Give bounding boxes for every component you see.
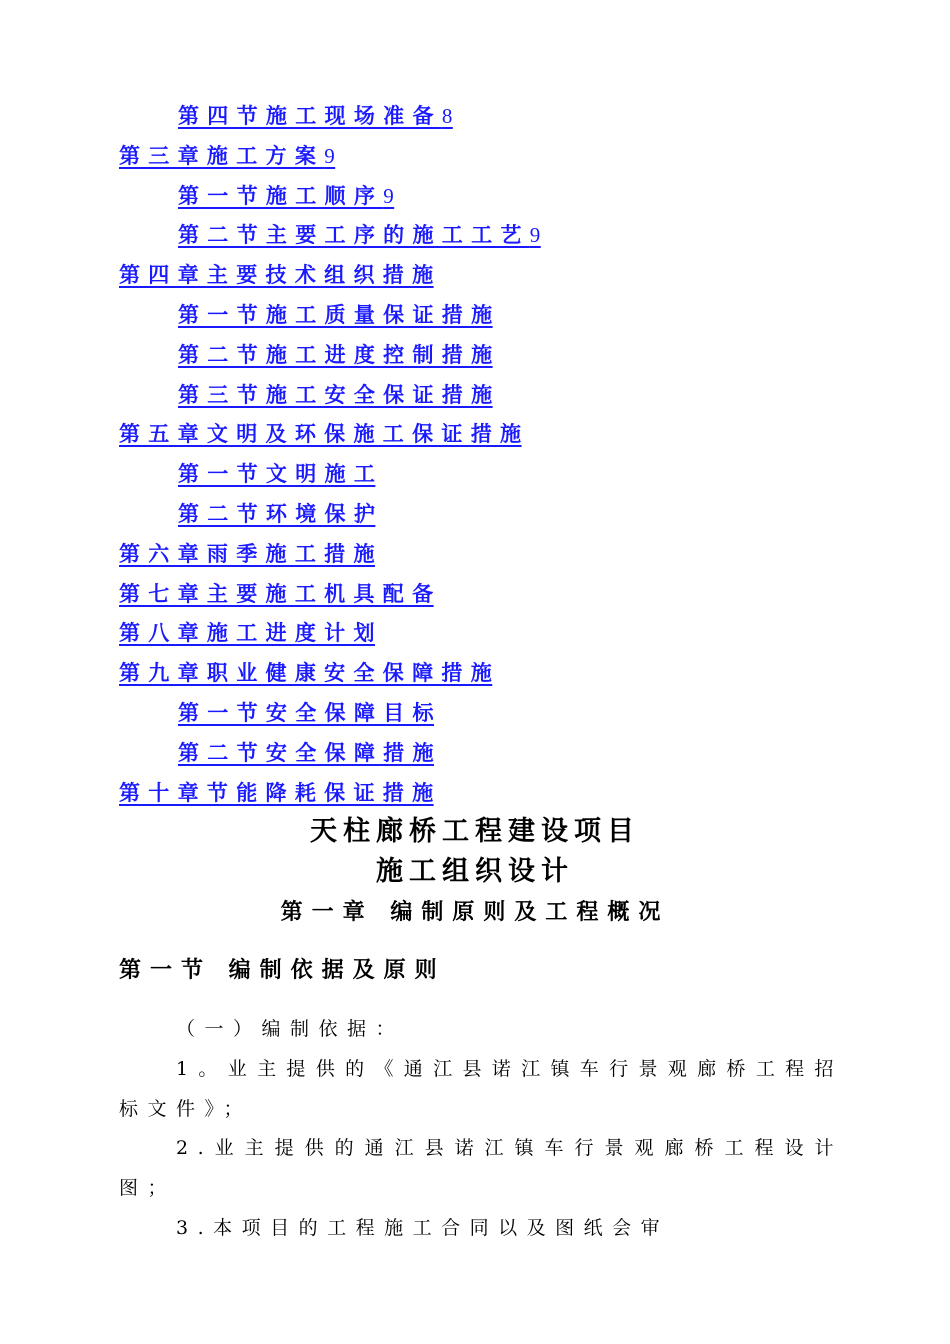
toc-entry-title: 第 四 节 施 工 现 场 准 备 <box>178 103 442 128</box>
toc-entry-title: 第 一 节 安 全 保 障 目 标 <box>178 699 434 725</box>
toc-link[interactable] <box>178 183 394 208</box>
toc-entry <box>0 653 950 693</box>
body-text <box>119 1010 843 1249</box>
toc-entry <box>0 295 950 335</box>
toc-entry <box>0 215 950 255</box>
table-of-contents <box>0 96 950 812</box>
toc-entry-title: 第 一 节 文 明 施 工 <box>178 461 376 487</box>
toc-entry <box>0 136 950 176</box>
toc-link[interactable] <box>119 421 522 446</box>
toc-link[interactable] <box>178 700 434 725</box>
toc-entry-title: 第 八 章 施 工 进 度 计 划 <box>119 620 375 646</box>
document-title-line-2: 施工组织设计 <box>376 856 574 887</box>
toc-entry-title: 第 二 节 施 工 进 度 控 制 措 施 <box>178 341 493 367</box>
toc-entry-title: 第 七 章 主 要 施 工 机 具 配 备 <box>119 580 434 606</box>
toc-link[interactable] <box>178 103 453 128</box>
toc-link[interactable] <box>178 461 375 486</box>
toc-entry-title: 第 九 章 职 业 健 康 安 全 保 障 措 施 <box>119 660 493 686</box>
toc-entry-title: 第 四 章 主 要 技 术 组 织 措 施 <box>119 262 434 288</box>
toc-entry <box>0 96 950 136</box>
toc-link[interactable] <box>178 342 493 367</box>
toc-entry-title: 第 十 章 节 能 降 耗 保 证 措 施 <box>119 779 434 805</box>
toc-entry-title: 第 二 节 主 要 工 序 的 施 工 工 艺 <box>178 222 530 248</box>
toc-entry <box>0 176 950 216</box>
toc-entry-title: 第 三 节 施 工 安 全 保 证 措 施 <box>178 381 493 407</box>
paragraph-item-1: 1。业主提供的《通江县诺江镇车行景观廊桥工程招标文件》； <box>119 1057 843 1120</box>
paragraph-item-3: 3.本项目的工程施工合同以及图纸会审 <box>176 1216 670 1239</box>
toc-entry-title: 第 一 节 施 工 质 量 保 证 措 施 <box>178 301 493 327</box>
toc-link[interactable] <box>119 143 335 168</box>
toc-link[interactable] <box>178 382 493 407</box>
toc-link[interactable] <box>119 780 434 805</box>
toc-page-number: 9 <box>529 223 541 248</box>
chapter-heading: 第一章 编制原则及工程概况 <box>280 899 670 925</box>
toc-entry-title: 第 一 节 施 工 顺 序 <box>178 182 384 208</box>
toc-entry-title: 第 三 章 施 工 方 案 <box>119 142 325 168</box>
toc-link[interactable] <box>119 541 375 566</box>
paragraph-basis-heading: （一）编制依据： <box>176 1018 405 1040</box>
toc-page-number: 9 <box>383 183 395 208</box>
toc-entry-title: 第 二 节 环 境 保 护 <box>178 500 376 526</box>
toc-page-number: 9 <box>324 143 336 168</box>
toc-entry <box>0 574 950 614</box>
toc-link[interactable] <box>178 501 375 526</box>
toc-page-number: 8 <box>441 104 453 128</box>
toc-entry <box>0 613 950 653</box>
toc-entry <box>0 534 950 574</box>
section-heading: 第一节 编制依据及原则 <box>119 957 446 983</box>
toc-entry-title: 第 六 章 雨 季 施 工 措 施 <box>119 540 375 566</box>
toc-entry <box>0 335 950 375</box>
toc-entry-title: 第 二 节 安 全 保 障 措 施 <box>178 739 434 765</box>
toc-entry <box>0 375 950 415</box>
toc-link[interactable] <box>119 620 375 645</box>
toc-link[interactable] <box>119 660 492 685</box>
toc-link[interactable] <box>119 581 434 606</box>
toc-entry <box>0 693 950 733</box>
toc-entry <box>0 454 950 494</box>
toc-link[interactable] <box>178 740 434 765</box>
paragraph-item-2: 2.业主提供的通江县诺江镇车行景观廊桥工程设计图； <box>119 1137 843 1200</box>
toc-entry <box>0 494 950 534</box>
toc-entry <box>0 255 950 295</box>
toc-link[interactable] <box>178 302 493 327</box>
document-title-block <box>0 812 950 932</box>
toc-link[interactable] <box>119 262 434 287</box>
toc-entry <box>0 773 950 813</box>
document-title-line-1: 天柱廊桥工程建设项目 <box>310 816 640 847</box>
toc-entry-title: 第 五 章 文 明 及 环 保 施 工 保 证 措 施 <box>119 421 522 447</box>
toc-entry <box>0 414 950 454</box>
toc-link[interactable] <box>178 222 541 247</box>
toc-entry <box>0 733 950 773</box>
